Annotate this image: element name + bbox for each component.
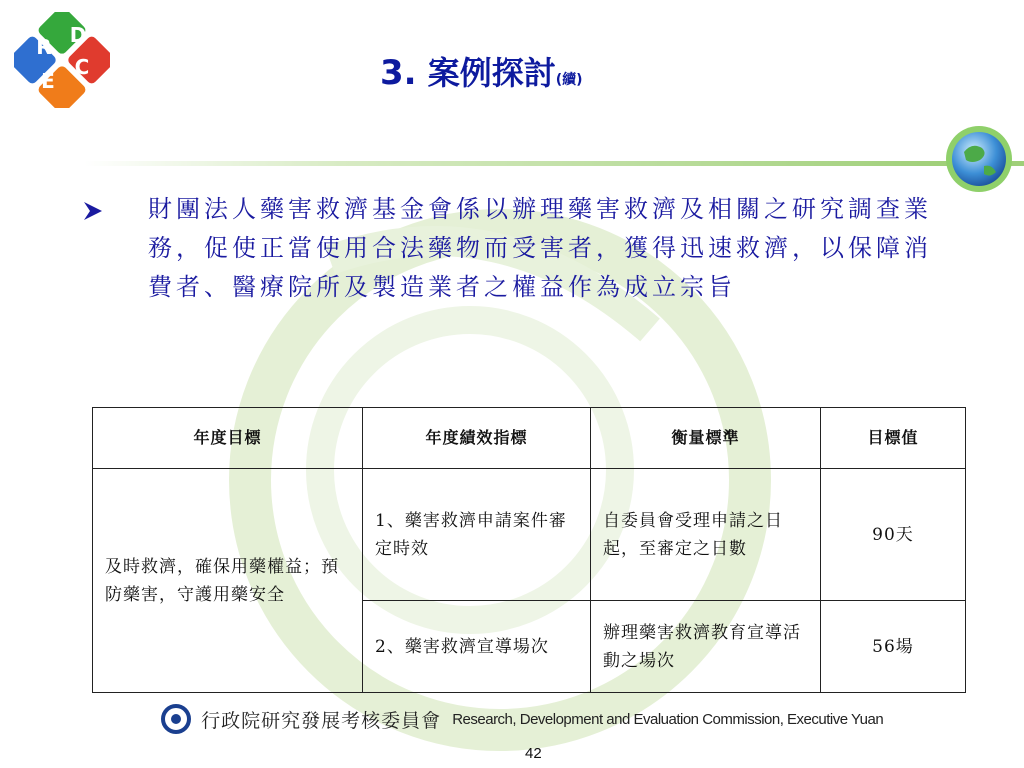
indicator-cell: 1、藥害救濟申請案件審定時效 bbox=[363, 469, 591, 601]
page-number: 42 bbox=[525, 745, 542, 762]
performance-table bbox=[92, 407, 966, 693]
header-annual-goal: 年度目標 bbox=[93, 408, 363, 469]
arrow-bullet-icon bbox=[82, 200, 104, 222]
measure-cell: 辦理藥害救濟教育宣導活動之場次 bbox=[591, 601, 821, 693]
svg-text:C: C bbox=[74, 55, 90, 79]
header-target-value: 目標值 bbox=[821, 408, 966, 469]
header-divider bbox=[84, 160, 1024, 168]
footer-chinese-name: 行政院研究發展考核委員會 bbox=[201, 709, 442, 732]
page-title bbox=[380, 48, 583, 98]
target-cell: 56場 bbox=[821, 601, 966, 693]
title-text: 案例探討 bbox=[416, 54, 556, 92]
footer bbox=[160, 703, 883, 737]
bullet-text: 財團法人藥害救濟基金會係以辦理藥害救濟及相關之研究調查業務，促使正當使用合法藥物而受害者，獲得迅速救濟，以保障消費者、醫療院所及製造業者之權益作為成立宗旨 bbox=[148, 195, 932, 301]
goal-cell: 及時救濟，確保用藥權益；預防藥害，守護用藥安全 bbox=[93, 469, 363, 693]
footer-english-name: Research, Development and Evaluation Commission, Executive Yuan bbox=[452, 710, 884, 728]
svg-text:E: E bbox=[41, 69, 55, 93]
measure-cell: 自委員會受理申請之日起，至審定之日數 bbox=[591, 469, 821, 601]
table-header-row bbox=[93, 408, 966, 469]
target-cell: 90天 bbox=[821, 469, 966, 601]
rdec-logo bbox=[14, 12, 110, 108]
globe-icon bbox=[944, 124, 1014, 194]
rdec-emblem-icon bbox=[160, 703, 192, 735]
svg-text:R: R bbox=[36, 35, 52, 59]
indicator-cell: 2、藥害救濟宣導場次 bbox=[363, 601, 591, 693]
header-measurement-standard: 衡量標準 bbox=[591, 408, 821, 469]
title-number: 3. bbox=[380, 53, 417, 93]
title-suffix: (續) bbox=[555, 72, 583, 88]
svg-text:D: D bbox=[69, 23, 87, 47]
header-performance-indicator: 年度績效指標 bbox=[363, 408, 591, 469]
table-row bbox=[93, 469, 966, 601]
